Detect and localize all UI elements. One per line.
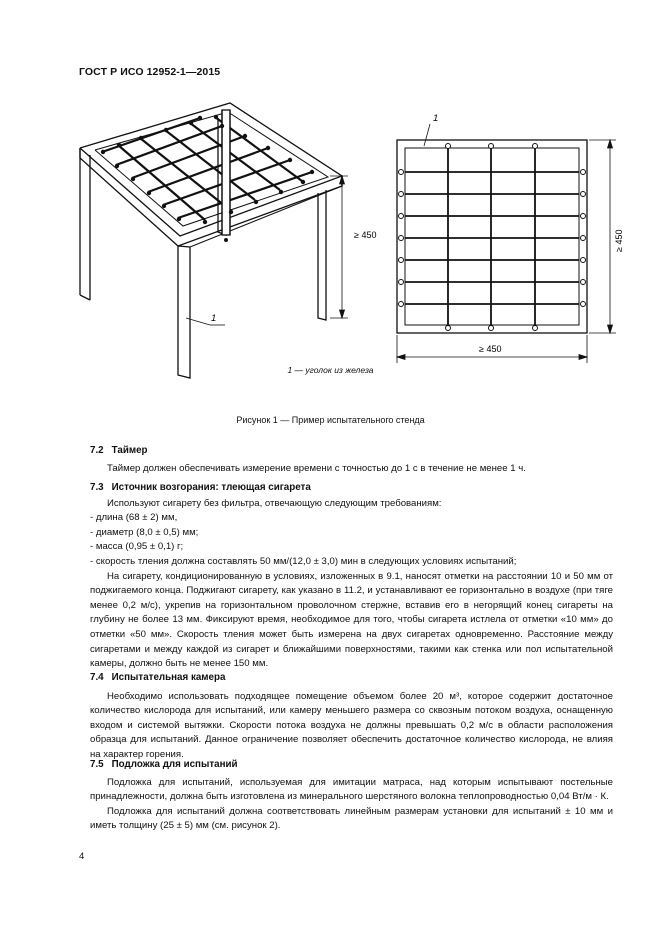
section-7-4 [90,671,613,763]
paragraph: Используют сигарету без фильтра, отвечающую следующим требованиям: [107,497,442,509]
stand-plan-drawing [397,124,616,363]
list-item: - скорость тления должна составлять 50 мм/(12,0 ± 3,0) мин в следующих условиях испытаний; [90,555,517,567]
page-number: 4 [79,851,85,862]
section-title: Таймер [111,445,148,456]
paragraph: Необходимо использовать подходящее помещение объемом более 20 м³, которое содержит достаточное количество кислорода для испытаний, или камеру меньшего размера со сквозным потоком воздуха, оснащенную входом и системой вытяжки. Скорости потока воздуха не должны превышать 0,2 м/с в области расположения образца для испытаний. Данное ограничение позволяет обеспечить достаточное количество кислорода, не влияя на характер горения. [90,690,613,760]
figure-test-stand [0,0,661,400]
list-item: - диаметр (8,0 ± 0,5) мм; [90,526,199,538]
legend-text: — уголок из железа [292,365,374,375]
document-header: ГОСТ Р ИСО 12952-1—2015 [79,66,221,78]
section-number: 7.3 [90,482,104,493]
paragraph: Таймер должен обеспечивать измерение времени с точностью до 1 с в течение не менее 1 ч. [107,462,526,474]
list-item: - масса (0,95 ± 0,1) г; [90,541,184,553]
section-7-2 [90,444,613,476]
section-title: Источник возгорания: тлеющая сигарета [111,482,311,493]
legend-number: 1 [287,365,293,375]
section-heading [90,671,613,686]
paragraph: Подложка для испытаний, используемая для имитации матраса, над которым испытывают постельные принадлежности, должна быть изготовлена из минерального шерстяного волокна теплопроводностью 0,04 Вт/м · К. [90,776,613,803]
section-number: 7.5 [90,759,104,770]
callout-right: 1 [433,113,439,124]
list-item: - длина (68 ± 2) мм, [90,512,178,524]
figure-caption: Рисунок 1 — Пример испытательного стенда [236,415,425,425]
section-7-5 [90,758,613,834]
paragraph: На сигарету, кондиционированную в условиях, изложенных в 9.1, наносят отметки на расстоянии 10 и 50 мм от поджигаемого конца. Поджигают сигарету, как указано в 11.2, и устанавливают ее горизонтально в воздухе (при тяге менее 0,2 м/с), укрепив на горизонтальном проволочном стержне, вставив его в негорящий конец сигареты на глубину не более 13 мм. Фиксируют время, необходимое для того, чтобы сигарета истлела от отметки «10 мм» до отметки «50 мм». Скорость тления может быть измерена на двух сигаретах одновременно. Расстояние между сигаретами и между каждой из сигарет и ближайшими поверхностями, такими как стенка или пол испытательной камеры, должно быть не менее 150 мм. [90,570,613,670]
section-heading [90,758,613,773]
section-number: 7.4 [90,672,104,683]
section-number: 7.2 [90,445,104,456]
callout-left: 1 [211,313,217,324]
section-7-3 [90,481,613,672]
dim-height-left: ≥ 450 [354,230,377,240]
paragraph: Подложка для испытаний должна соответствовать линейным размерам установки для испытаний ± 10 мм и иметь толщину (25 ± 5) мм (см. рисунок 2). [90,805,613,832]
dim-width-right: ≥ 450 [479,344,502,354]
requirements-list [90,511,613,569]
dim-height-right: ≥ 450 [614,229,624,252]
figure-legend [0,365,661,375]
section-heading [90,444,613,459]
section-title: Испытательная камера [111,672,226,683]
stand-perspective-drawing [80,103,348,378]
section-heading [90,481,613,496]
section-title: Подложка для испытаний [111,759,238,770]
